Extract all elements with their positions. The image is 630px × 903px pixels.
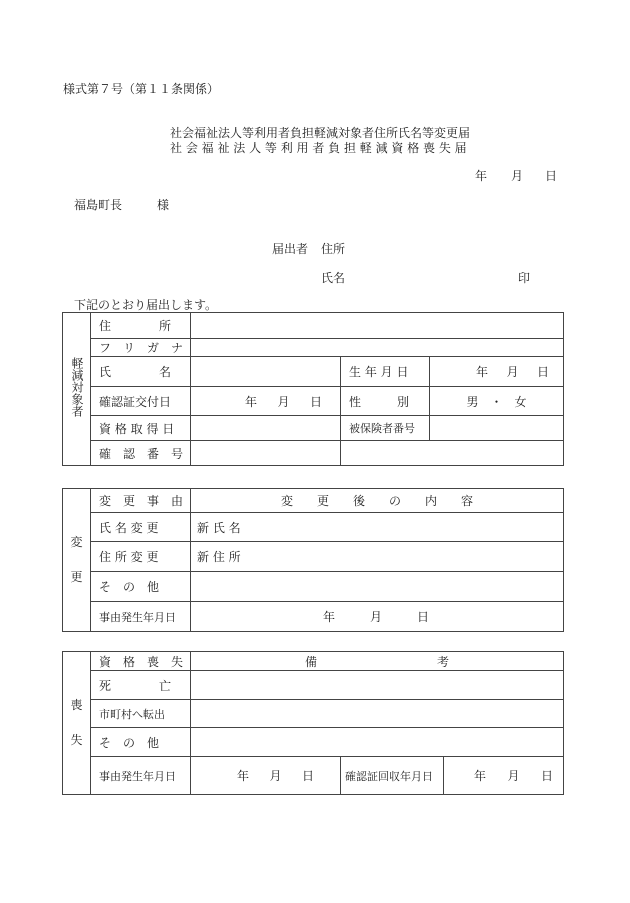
form-title-loss: 社 会 福 祉 法 人 等 利 用 者 負 担 軽 減 資 格 喪 失 届 xyxy=(170,141,467,155)
name-label: 氏 名 xyxy=(91,357,191,387)
date-month-label: 月 xyxy=(511,169,524,183)
loss-other-label: そ の 他 xyxy=(91,728,191,757)
cert-return-date-field[interactable] xyxy=(444,757,564,795)
loss-other-remarks-field[interactable] xyxy=(191,728,564,757)
applicant-name-label: 氏名 xyxy=(321,271,346,285)
addressee: 福島町長 xyxy=(74,198,123,212)
furigana-label: フ リ ガ ナ xyxy=(91,339,191,357)
loss-table xyxy=(62,651,564,795)
change-other-field[interactable] xyxy=(191,572,564,602)
return-day: 日 xyxy=(541,769,554,783)
confirmation-blank xyxy=(341,441,564,466)
confirmation-number-label: 確 認 番 号 xyxy=(91,441,191,466)
change-occur-month: 月 xyxy=(369,610,382,624)
qualification-date-label: 資 格 取 得 日 xyxy=(91,416,191,441)
change-side-char-1: 変 xyxy=(70,535,83,549)
death-label: 死 亡 xyxy=(91,671,191,700)
cert-month: 月 xyxy=(277,394,290,409)
birth-month: 月 xyxy=(506,365,519,379)
address-change-label: 住 所 変 更 xyxy=(91,542,191,572)
sex-field[interactable]: 男 ・ 女 xyxy=(430,387,564,416)
return-year: 年 xyxy=(474,769,487,783)
change-occur-date-field[interactable] xyxy=(191,602,564,632)
new-name-field[interactable] xyxy=(191,513,564,542)
subject-side-text: 軽減対象者 xyxy=(70,357,84,417)
birth-date-label: 生 年 月 日 xyxy=(341,357,430,387)
furigana-field[interactable] xyxy=(191,339,564,357)
cert-return-date-label: 確認証回収年月日 xyxy=(341,757,444,795)
return-month: 月 xyxy=(507,769,520,783)
name-field[interactable] xyxy=(191,357,341,387)
loss-occur-date-field[interactable] xyxy=(191,757,341,795)
change-content-header: 変 更 後 の 内 容 xyxy=(191,489,564,513)
address-label: 住 所 xyxy=(91,313,191,339)
birth-day: 日 xyxy=(537,365,550,379)
subject-table xyxy=(62,312,564,466)
loss-occur-date-label: 事由発生年月日 xyxy=(91,757,191,795)
intro-text: 下記のとおり届出します。 xyxy=(74,298,218,312)
date-year-label: 年 xyxy=(475,169,488,183)
form-title-change: 社会福祉法人等利用者負担軽減対象者住所氏名等変更届 xyxy=(170,126,471,140)
change-side-label xyxy=(63,489,91,632)
sex-label: 性 別 xyxy=(341,387,430,416)
subject-side-label xyxy=(63,313,91,466)
insured-number-field[interactable] xyxy=(430,416,564,441)
applicant-address-label: 住所 xyxy=(321,242,346,256)
cert-day: 日 xyxy=(309,394,322,409)
change-occur-day: 日 xyxy=(416,610,429,624)
change-side-char-2: 更 xyxy=(70,570,83,584)
form-number: 様式第７号（第１１条関係） xyxy=(63,82,220,96)
insured-number-label: 被保険者番号 xyxy=(341,416,430,441)
cert-issue-label: 確認証交付日 xyxy=(91,387,191,416)
loss-label: 資 格 喪 失 xyxy=(91,652,191,671)
loss-occur-year: 年 xyxy=(237,769,250,783)
new-address-field[interactable] xyxy=(191,542,564,572)
change-other-label: そ の 他 xyxy=(91,572,191,602)
change-occur-year: 年 xyxy=(323,610,336,624)
change-occur-date-label: 事由発生年月日 xyxy=(91,602,191,632)
birth-year: 年 xyxy=(476,365,489,379)
applicant-label: 届出者 xyxy=(272,242,309,256)
loss-occur-month: 月 xyxy=(269,769,282,783)
moved-out-label: 市町村へ転出 xyxy=(91,700,191,728)
cert-issue-field[interactable] xyxy=(191,387,341,416)
change-reason-label: 変 更 事 由 xyxy=(91,489,191,513)
birth-date-field[interactable] xyxy=(430,357,564,387)
loss-occur-day: 日 xyxy=(301,769,314,783)
cert-year: 年 xyxy=(245,394,258,409)
name-change-label: 氏 名 変 更 xyxy=(91,513,191,542)
death-remarks-field[interactable] xyxy=(191,671,564,700)
qualification-date-field[interactable] xyxy=(191,416,341,441)
loss-side-char-2: 失 xyxy=(70,733,83,747)
moved-out-remarks-field[interactable] xyxy=(191,700,564,728)
loss-side-char-1: 喪 xyxy=(70,698,83,712)
new-address-label: 新 住 所 xyxy=(197,550,241,564)
loss-side-label xyxy=(63,652,91,795)
remarks-header: 備 考 xyxy=(191,652,564,671)
new-name-label: 新 氏 名 xyxy=(197,520,241,535)
date-day-label: 日 xyxy=(545,169,558,183)
seal-mark: 印 xyxy=(518,271,531,285)
confirmation-number-field[interactable] xyxy=(191,441,341,466)
address-field[interactable] xyxy=(191,313,564,339)
change-table xyxy=(62,488,564,632)
honorific: 様 xyxy=(157,198,170,212)
